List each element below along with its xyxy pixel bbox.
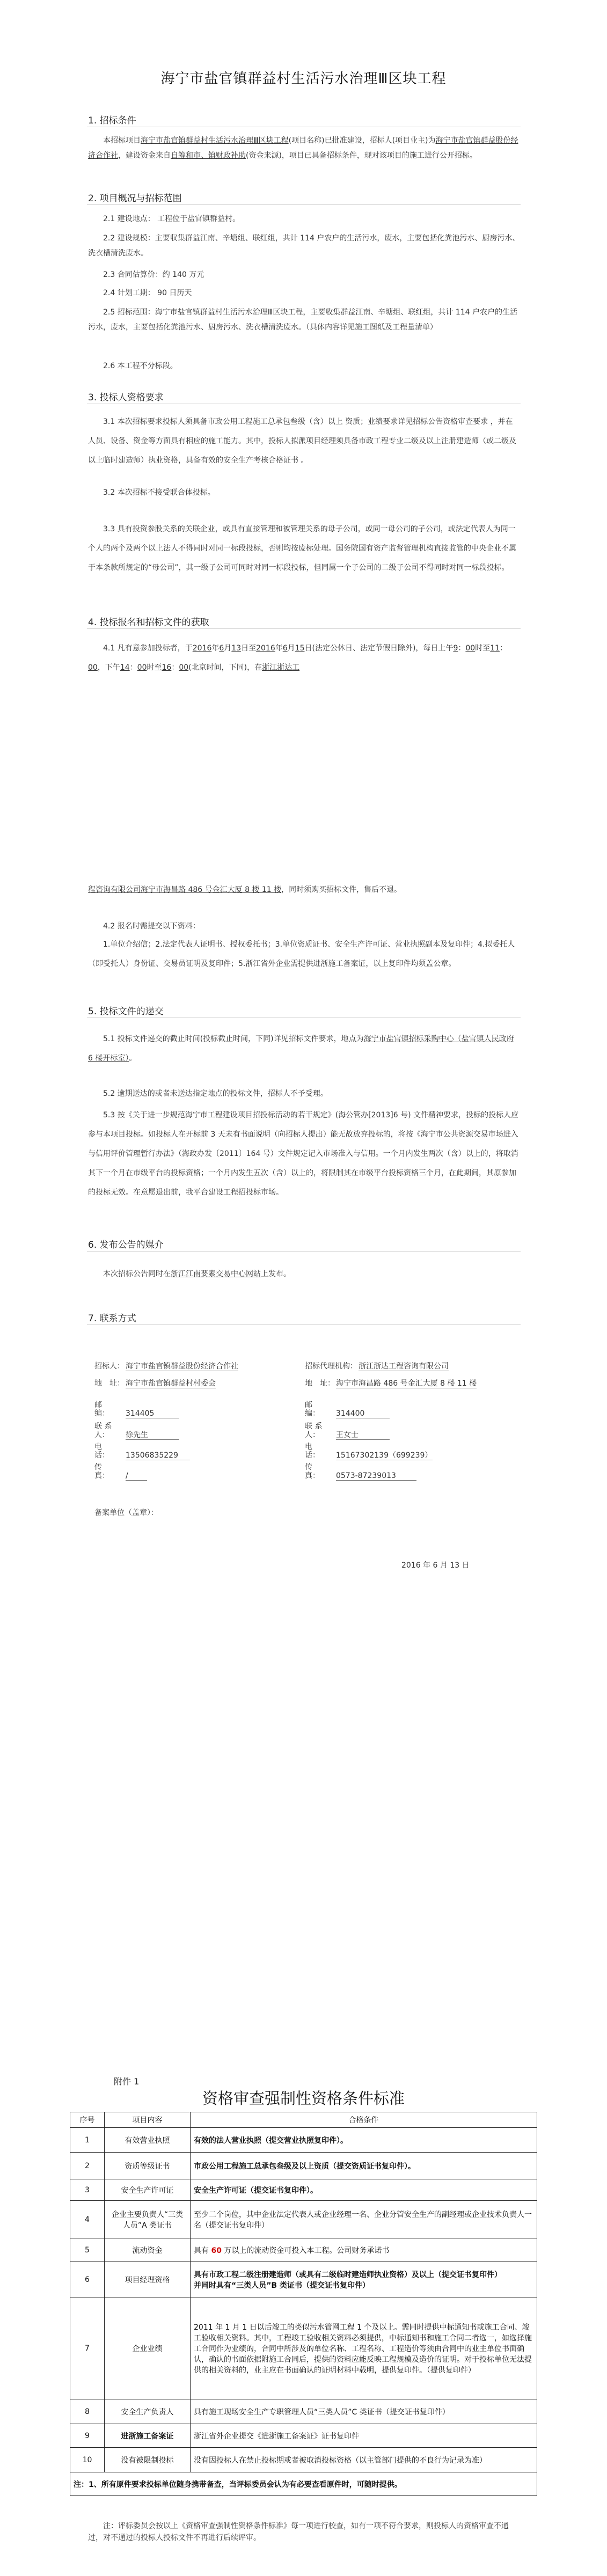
row-item: 企业主要负责人“三类人员”A 类证书: [105, 2201, 191, 2238]
contact-label: 招标人：: [94, 1362, 125, 1371]
contact-value: 海宁市盐官镇群益股份经济合作社: [126, 1362, 238, 1371]
section-5-paragraph-1: [88, 1029, 520, 1068]
contact-owner-left: [94, 1362, 238, 1371]
text-span: 4.1 凡有意参加投标者，于: [103, 644, 193, 653]
contact-value: 13506835229: [126, 1451, 190, 1460]
end-year: 2016: [256, 644, 275, 653]
contact-value: 314400: [336, 1409, 390, 1418]
end-day: 15: [295, 644, 305, 653]
section-5-paragraph-2: 5.2 逾期送达的或者未送达指定地点的投标文件，招标人不予受理。: [103, 1089, 328, 1098]
text-span: 上发布。: [261, 1270, 291, 1278]
section-3-paragraph-1: 3.1 本次招标要求投标人须具备市政公用工程施工总承包叁级（含）以上 资质；业绩要求详见招标公告资格审查要求 ，并在人员、设备、资金等方面具有相应的施工能力。其中，投标人拟派项目经理须具备市政工程专业二级及以上注册建造师（或二级及以上临时建造师）执业资格，具备有效的安全生产考核合格证书 。: [88, 418, 516, 465]
row-number: 4: [70, 2201, 105, 2238]
contact-tel-right: [305, 1443, 433, 1460]
project-name: 海宁市盐官镇群益村生活污水治理Ⅲ区块工程: [141, 136, 289, 145]
contact-address-right: [305, 1379, 477, 1388]
contact-person-left: [94, 1422, 179, 1440]
section-heading-4: 4. 投标报名和招标文件的获取: [88, 617, 209, 628]
contact-value: 王女士: [336, 1431, 390, 1440]
row-item: 流动资金: [105, 2238, 191, 2262]
contact-label: 地 址：: [94, 1379, 125, 1388]
row-item: 没有被限制投标: [105, 2448, 191, 2472]
pm-end-hour: 16: [162, 663, 172, 672]
divider: [87, 204, 521, 205]
table-footnote-row: [70, 2472, 537, 2496]
table-header-row: [70, 2112, 537, 2128]
text-span: 万以上的流动资金可投入本工程。公司财务承诺书: [221, 2246, 390, 2255]
publication-media: 浙江江南要素交易中心网站: [171, 1270, 261, 1278]
column-header: 合格条件: [191, 2112, 537, 2128]
document-date: 2016 年 6 月 13 日: [401, 1561, 470, 1570]
am-end-hour: 11: [490, 644, 500, 653]
divider: [87, 1324, 521, 1325]
column-header: 项目内容: [105, 2112, 191, 2128]
contact-value: 浙江浙达工程咨询有限公司: [359, 1362, 449, 1371]
start-year: 2016: [192, 644, 212, 653]
contact-value: 海宁市海昌路 486 号金汇大厦 8 楼 11 楼: [336, 1379, 477, 1388]
table-row: [70, 2153, 537, 2179]
section-2-line-3: 2.3 合同估算价：约 140 万元: [103, 270, 204, 279]
contact-label: 地 址：: [305, 1379, 335, 1388]
contact-value: 徐先生: [126, 1431, 179, 1440]
contact-value: 314405: [126, 1409, 179, 1418]
section-4-paragraph-1: 4.1 凡有意参加投标者，于2016年6月13日至2016年6月15日(法定公休日、法定节假日除外)，每日上午9：00时至11：00，下午14：00时至16：00(北京时间，下同)，在浙江浙达工: [88, 644, 508, 672]
contact-value: 15167302139（699239）: [336, 1451, 433, 1460]
section-2-line-2: 2.2 建设规模：主要収集群益江南、辛塘组、联红组，共计 114 户农户的生活污水，废水，主要包括化粪池污水、厨房污水、洗衣槽清洗废水。: [88, 234, 520, 258]
requirements-table: [70, 2112, 537, 2496]
row-condition: 至少二个岗位，其中企业法定代表人或企业经理一名、企业分管安全生产的副经理或企业技术负责人一名（提交证书复印件）: [191, 2201, 537, 2238]
fund-source: 自筹和市、镇财政补助: [171, 151, 246, 160]
row-number: 5: [70, 2238, 105, 2262]
column-header: 序号: [70, 2112, 105, 2128]
contact-label: 电 话：: [305, 1443, 327, 1460]
start-day: 13: [231, 644, 242, 653]
row-condition: 安全生产许可证（提交证书复印件）。: [191, 2179, 537, 2201]
attachment-title: 资格审查强制性资格条件标准: [202, 2089, 405, 2107]
capital-amount: 60: [211, 2246, 222, 2255]
section-6-paragraph: [88, 1264, 520, 1284]
contact-label: 邮 编：: [94, 1401, 117, 1418]
section-4-paragraph-3: 1.单位介绍信；2.法定代表人证明书、授权委托书；3.单位资质证书、安全生产许可证、营业执照副本及复印件；4.拟委托人（即受托人）身份证、交易员证明及复印件；5.浙江省外企业需提供进浙施工备案证，以上复印件均须盖公章。: [88, 940, 515, 968]
contact-value: 海宁市盐官镇群益村村委会: [126, 1379, 216, 1388]
row-number: 9: [70, 2424, 105, 2448]
text-span: 。: [129, 1054, 137, 1063]
start-month: 6: [219, 644, 224, 653]
row-number: 1: [70, 2128, 105, 2153]
pm-end-min: 00: [179, 663, 189, 672]
row-item: 安全生产负责人: [105, 2399, 191, 2424]
contact-label: 邮 编：: [305, 1401, 327, 1418]
text-span: 本次招标公告同时在: [103, 1270, 171, 1278]
text-span: 5.1 投标文件递交的截止时间(投标截止时间，下同)详见招标文件要求，地点为: [103, 1035, 364, 1043]
evaluation-note: 注：评标委员会按以上《资格审查强制性资格条件标准》每一项进行校查，如有一项不符合要求，则投标人的资格审查不通过，对不通过的投标人投标文件不再进行后续评审。: [88, 2522, 509, 2542]
section-3-paragraph-2: 3.2 本次招标不接受联合体投标。: [103, 488, 215, 497]
row-number: 2: [70, 2153, 105, 2179]
row-item: 企业业绩: [105, 2297, 191, 2399]
section-2-line-4: 2.4 计划工期： 90 日历天: [103, 289, 192, 297]
am-start-min: 00: [465, 644, 476, 653]
pm-start-min: 00: [137, 663, 147, 672]
table-row: [70, 2448, 537, 2472]
section-heading-5: 5. 投标文件的递交: [88, 1006, 164, 1017]
section-heading-7: 7. 联系方式: [88, 1313, 136, 1324]
filing-unit-label: 备案单位（盖章）：: [94, 1509, 158, 1517]
contact-value: 0573-87239013: [336, 1472, 416, 1481]
table-row: [70, 2424, 537, 2448]
row-item: 项目经理资格: [105, 2262, 191, 2297]
text-span: (资金来源)，项目已具备招标条件，现对该项目的施工进行公开招标。: [246, 151, 477, 160]
table-row: [70, 2201, 537, 2238]
text-span: 具有: [194, 2246, 211, 2255]
section-heading-2: 2. 项目概况与招标范围: [88, 193, 182, 204]
text-span: ，下午: [97, 663, 120, 672]
section-2-line-5: 2.5 招标范围：海宁市盐官镇群益村生活污水治理Ⅲ区块工程，主要收集群益江南、辛塘组、联红组，共计 114 户农户的生活污水，废水，主要包括化粪池污水、厨房污水、洗衣槽清洗废水。（具体内容详见施工图纸及工程量清单）: [88, 308, 517, 332]
row-number: 3: [70, 2179, 105, 2201]
text-span: (项目名称)已批准建设，招标人(项目业主)为: [288, 136, 436, 145]
row-number: 7: [70, 2297, 105, 2399]
registration-place-2: 程咨询有限公司海宁市海昌路 486 号金汇大厦 8 楼 11 楼: [88, 885, 282, 894]
section-4-paragraph-2: 4.2 报名时需提交以下资料：: [103, 922, 200, 931]
section-heading-6: 6. 发布公告的媒介: [88, 1240, 164, 1250]
divider: [87, 1251, 521, 1252]
owner-name: 海宁市盐官镇群益股份经济合作社: [88, 136, 518, 160]
section-3-paragraph-3: 3.3 具有投资参股关系的关联企业，或具有直接管理和被管理关系的母子公司，或同一母公司的子公司，或法定代表人为同一个人的两个及两个以上法人不得同时对同一标段投标，否则均按废标处理。国务院国有资产监督管理机构直接监管的中央企业不属于本条款所规定的“母公司”，其一级子公司可同时对同一标段投标，但同属一个子公司的二级子公司不得同时对同一标段投标。: [88, 525, 516, 572]
contact-zip-left: [94, 1401, 179, 1418]
row-number: 10: [70, 2448, 105, 2472]
page-title: 海宁市盐官镇群益村生活污水治理Ⅲ区块工程: [160, 71, 447, 87]
contact-person-right: [305, 1422, 390, 1440]
section-1-paragraph: [88, 133, 520, 163]
row-condition: 浙江省外企业提交《进浙施工备案证》证书复印件: [191, 2424, 537, 2448]
contact-label: 联 系 人：: [305, 1422, 323, 1439]
text-span: 日(法定公休日、法定节假日除外)，每日上午: [304, 644, 454, 653]
row-item: 安全生产许可证: [105, 2179, 191, 2201]
end-month: 6: [282, 644, 288, 653]
contact-agent-right: [305, 1362, 449, 1371]
row-condition: 没有因投标人在禁止投标期或者被取消投标资格（以主管部门提供的不良行为记录为准）: [191, 2448, 537, 2472]
contact-address-left: [94, 1379, 216, 1388]
section-heading-3: 3. 投标人资格要求: [88, 392, 164, 403]
row-condition: 市政公用工程施工总承包叁级及以上资质（提交资质证书复印件）。: [191, 2153, 537, 2179]
row-item: 进浙施工备案证: [105, 2424, 191, 2448]
section-2-line-6: 2.6 本工程不分标段。: [103, 362, 178, 370]
section-heading-1: 1. 招标条件: [88, 115, 136, 126]
registration-place-1: 浙江浙达工: [262, 663, 300, 672]
pm-start-hour: 14: [120, 663, 130, 672]
row-item: 有效营业执照: [105, 2128, 191, 2153]
section-2-line-1: 2.1 建设地点： 工程位于盐官镇群益村。: [103, 215, 240, 223]
row-condition: [191, 2238, 537, 2262]
contact-label: 联 系 人：: [94, 1422, 112, 1439]
contact-label: 传 真：: [305, 1463, 327, 1480]
text-span: (北京时间，下同)，在: [188, 663, 262, 672]
contact-label: 电 话：: [94, 1443, 117, 1460]
table-footnote: 注：1、所有原件要求投标单位随身携带备查，当评标委员会认为有必要查看原件时，可随时提供。: [70, 2472, 537, 2496]
text-span: 本招标项目: [103, 136, 141, 145]
row-condition: 具有施工现场安全生产专职管理人员“三类人员”C 类证书（提交证书复印件）: [191, 2399, 537, 2424]
divider: [87, 628, 521, 629]
table-row: [70, 2399, 537, 2424]
table-row: [70, 2262, 537, 2297]
table-row: [70, 2297, 537, 2399]
table-row: [70, 2179, 537, 2201]
contact-fax-right: [305, 1463, 416, 1481]
contact-value: /: [126, 1472, 147, 1481]
am-end-min: 00: [88, 663, 98, 672]
row-item: 资质等级证书: [105, 2153, 191, 2179]
contact-label: 招标代理机构：: [305, 1362, 357, 1371]
row-number: 6: [70, 2262, 105, 2297]
am-start-hour: 9: [453, 644, 458, 653]
submission-place: 海宁市盐官镇招标采购中心（盐官镇人民政府 6 楼开标室）: [88, 1035, 514, 1063]
text-span: 日至: [241, 644, 257, 653]
text-span: ，建设资金来自: [118, 151, 171, 160]
row-number: 8: [70, 2399, 105, 2424]
section-5-paragraph-3: 5.3 按《关于进一步规范海宁市工程建设项目招投标活动的若干规定》(海公管办[2013]6 号) 文件精神要求，投标的投标人应参与本项目投标。如投标人在开标前 3 天未有书面说明（向招标人提出）能无故放弃投标的，将按《海宁市公共资源交易市场进入与信用评价管理暂行办法》（海政办发〔2011〕164 号）文件规定记入市场准入与信用。一个月内发生两次（含）以上的，将取消其下一个月在市级平台的投标资格；一个月内发生五次（含）以上的，将限制其在市级平台投标资格三个月，在此期间，其原参加的投标无效。在意愿退出前，我平台建设工程招投标市场。: [88, 1111, 518, 1197]
row-condition: 2011 年 1 月 1 日以后竣工的类似污水管网工程 1 个及以上。需同时提供中标通知书或施工合同、竣工验收相关资料。其中，工程竣工验收相关资料必须提供，中标通知书和施工合同二者选一，如选择施工合同作为业绩的，合同中所涉及的单位名称、工程名称、工程造价等须由合同中的业主单位书面确认，确认的书面依据附施工合同后，提供的资料应能反映工程规模及造价的证明。对于投标单位无法提供的相关资料的，业主应在书面确认的证明材料中载明，提供复印件。（提供复印件）: [191, 2297, 537, 2399]
section-4-paragraph-1-cont: [88, 880, 520, 899]
row-condition: 具有市政工程二级注册建造师（或具有二级临时建造师执业资格）及以上（提交证书复印件） 并同时具有“三类人员”B 类证书（提交证书复印件）: [191, 2262, 537, 2297]
contact-zip-right: [305, 1401, 390, 1418]
row-condition: 有效的法人营业执照（提交营业执照复印件）。: [191, 2128, 537, 2153]
contact-label: 传 真：: [94, 1463, 117, 1480]
table-row: [70, 2128, 537, 2153]
text-span: ，同时须购买招标文件，售后不退。: [281, 885, 402, 894]
contact-tel-left: [94, 1443, 190, 1460]
contact-fax-left: [94, 1463, 147, 1481]
attachment-label: 附件 1: [114, 2076, 140, 2087]
table-row: [70, 2238, 537, 2262]
